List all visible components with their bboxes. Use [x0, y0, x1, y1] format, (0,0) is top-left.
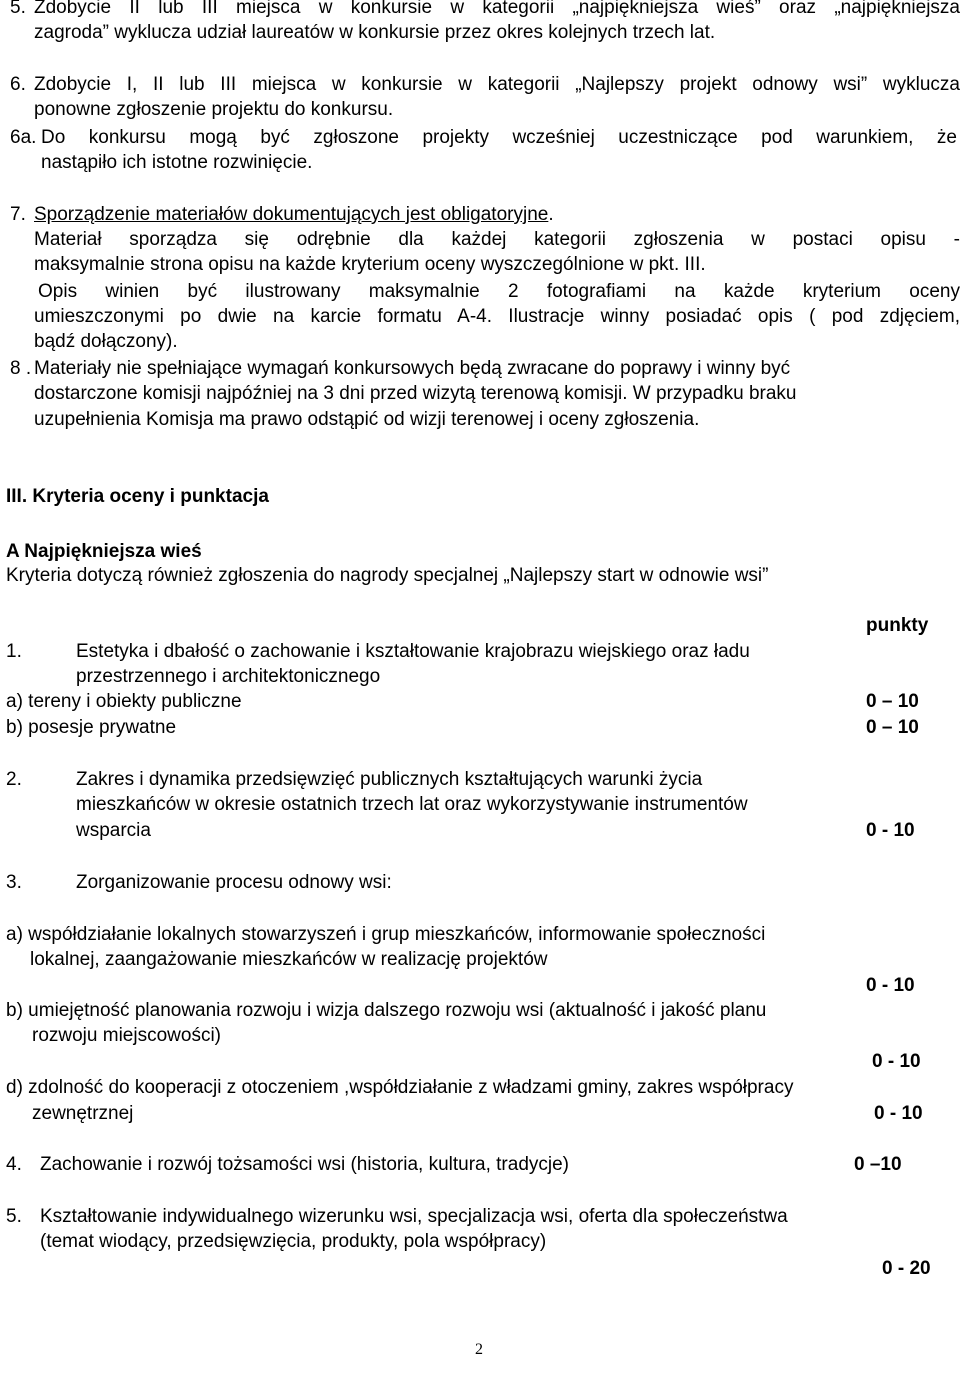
criterion-5-line-1: Kształtowanie indywidualnego wizerunku wsi, specjalizacja wsi, oferta dla społeczeństwa — [40, 1206, 788, 1227]
criterion-3b-line-1: b) umiejętność planowania rozwoju i wizja dalszego rozwoju wsi (aktualność i jakość planu — [6, 1000, 767, 1021]
criterion-1-number: 1. — [6, 641, 22, 662]
item-8-line-3: uzupełnienia Komisja ma prawo odstąpić od wizji terenowej i oceny zgłoszenia. — [34, 409, 700, 430]
criterion-3b-line-2: rozwoju miejscowości) — [32, 1025, 221, 1046]
criterion-3d-points: 0 - 10 — [874, 1103, 923, 1124]
item-7-line-1: Materiał sporządza się odrębnie dla każdej kategorii zgłoszenia w postaci opisu - — [34, 229, 960, 250]
item-6a-line-2: nastąpiło ich istotne rozwinięcie. — [41, 152, 313, 173]
criterion-2-points: 0 - 10 — [866, 820, 915, 841]
item-5-line-1: Zdobycie II lub III miejsca w konkursie w kategorii „najpiękniejsza wieś” oraz „najpiękniejsza — [34, 0, 960, 18]
item-5-number: 5. — [10, 0, 26, 18]
criterion-5-line-2: (temat wiodący, przedsięwzięcia, produkty, pola współpracy) — [40, 1231, 547, 1252]
points-header: punkty — [866, 615, 929, 636]
criterion-3-number: 3. — [6, 872, 22, 893]
item-6-number: 6. — [10, 74, 26, 95]
criterion-3d-line-2: zewnętrznej — [32, 1103, 134, 1124]
criterion-4-number: 4. — [6, 1154, 22, 1175]
criterion-2-line-2: mieszkańców w okresie ostatnich trzech lat oraz wykorzystywanie instrumentów — [76, 794, 748, 815]
item-8-number: 8 . — [10, 358, 32, 379]
criterion-2-line-1: Zakres i dynamika przedsięwzięć publicznych kształtujących warunki życia — [76, 769, 703, 790]
criterion-1a-label: a) tereny i obiekty publiczne — [6, 691, 242, 712]
item-6-line-2: ponowne zgłoszenie projektu do konkursu. — [34, 99, 394, 120]
criterion-2-line-3: wsparcia — [76, 820, 151, 841]
section-heading: III. Kryteria oceny i punktacja — [6, 486, 269, 507]
criterion-4-label: Zachowanie i rozwój tożsamości wsi (historia, kultura, tradycje) — [40, 1154, 570, 1175]
criterion-3a-line-2: lokalnej, zaangażowanie mieszkańców w realizację projektów — [30, 949, 548, 970]
criterion-3-label: Zorganizowanie procesu odnowy wsi: — [76, 872, 392, 893]
criterion-1b-label: b) posesje prywatne — [6, 717, 177, 738]
item-6a-line-1: Do konkursu mogą być zgłoszone projekty wcześniej uczestniczące pod warunkiem, że — [41, 127, 957, 148]
category-note: Kryteria dotyczą również zgłoszenia do nagrody specjalnej „Najlepszy start w odnowie wsi” — [6, 565, 769, 586]
item-7-heading-line — [34, 203, 554, 227]
criterion-3a-points: 0 - 10 — [866, 975, 915, 996]
criterion-2-number: 2. — [6, 769, 22, 790]
criterion-5-points: 0 - 20 — [882, 1258, 931, 1279]
criterion-3b-points: 0 - 10 — [872, 1051, 921, 1072]
item-8-line-2: dostarczone komisji najpóźniej na 3 dni przed wizytą terenową komisji. W przypadku braku — [34, 383, 797, 404]
criterion-1a-points: 0 – 10 — [866, 691, 919, 712]
criterion-1-line-1: Estetyka i dbałość o zachowanie i kształtowanie krajobrazu wiejskiego oraz ładu — [76, 641, 750, 662]
page-number: 2 — [475, 1341, 483, 1358]
item-6-line-1: Zdobycie I, II lub III miejsca w konkursie w kategorii „Najlepszy projekt odnowy wsi” wyklucza — [34, 74, 960, 95]
criterion-1b-points: 0 – 10 — [866, 717, 919, 738]
item-7-line-2: maksymalnie strona opisu na każde kryterium oceny wyszczególnione w pkt. III. — [34, 254, 706, 275]
item-6a-number: 6a. — [10, 127, 37, 148]
criterion-4-points: 0 –10 — [854, 1154, 902, 1175]
category-heading: A Najpiękniejsza wieś — [6, 541, 202, 562]
item-5-line-2: zagroda” wyklucza udział laureatów w konkursie przez okres kolejnych trzech lat. — [34, 22, 716, 43]
item-7-line-4: umieszczonymi po dwie na karcie formatu A-4. Ilustracje winny posiadać opis ( pod zdjęciem, — [34, 306, 960, 327]
item-7-line-5: bądź dołączony). — [34, 331, 178, 352]
criterion-5-number: 5. — [6, 1206, 22, 1227]
criterion-1-line-2: przestrzennego i architektonicznego — [76, 666, 381, 687]
item-8-line-1: Materiały nie spełniające wymagań konkursowych będą zwracane do poprawy i winny być — [34, 358, 791, 379]
item-7-number: 7. — [10, 204, 26, 225]
item-7-line-3: Opis winien być ilustrowany maksymalnie 2 fotografiami na każde kryterium oceny — [38, 281, 960, 302]
criterion-3d-line-1: d) zdolność do kooperacji z otoczeniem ,współdziałanie z władzami gminy, zakres współpracy — [6, 1077, 794, 1098]
item-7-heading-period: . — [548, 204, 554, 225]
item-7-heading: Sporządzenie materiałów dokumentujących jest obligatoryjne — [34, 204, 549, 225]
criterion-3a-line-1: a) współdziałanie lokalnych stowarzyszeń i grup mieszkańców, informowanie społeczności — [6, 924, 766, 945]
